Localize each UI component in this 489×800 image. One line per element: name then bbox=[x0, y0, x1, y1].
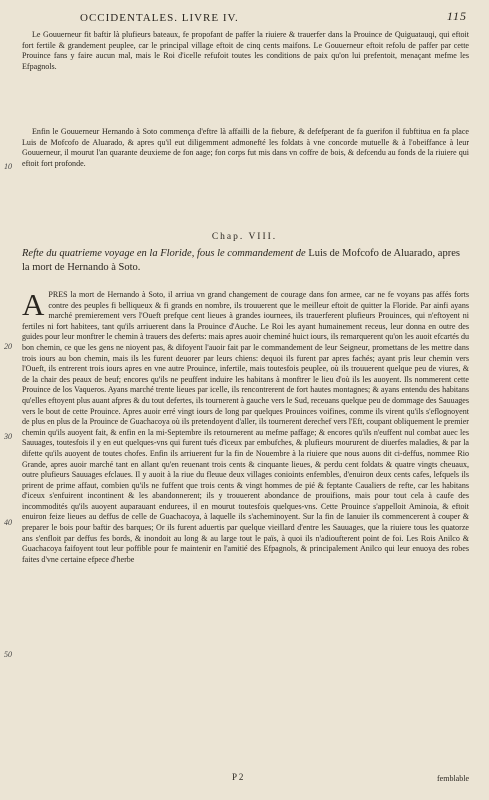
chapter-title-roman: Luis de Mofcofo de Aluarado, apres la mort de Hernando à Soto. bbox=[22, 248, 460, 273]
chapter-heading: Chap. VIII. bbox=[211, 232, 278, 242]
margin-line-number: 30 bbox=[4, 432, 12, 441]
drop-cap-letter: A bbox=[22, 287, 45, 322]
chapter-title-italic: Refte du quatrieme voyage en la Floride, fous le commandement de bbox=[22, 248, 306, 259]
margin-line-number: 40 bbox=[4, 518, 12, 527]
margin-line-number: 50 bbox=[4, 650, 12, 659]
running-header bbox=[80, 9, 467, 30]
page-footer bbox=[22, 772, 469, 786]
page-number: 115 bbox=[446, 9, 467, 23]
catchword: femblable bbox=[437, 774, 469, 783]
chapter-body bbox=[22, 287, 469, 565]
signature-mark: P 2 bbox=[232, 772, 244, 782]
margin-line-number: 10 bbox=[4, 162, 12, 171]
chapter-title bbox=[22, 247, 469, 275]
paragraph-death-of-soto: Enfin le Gouuerneur Hernando à Soto commença d'eftre là affailli de la fiebure, & defefperant de fa guerifon il fubftitua en fa place Luis de Mofcofo de Aluarado, & apres qu'il eut diligemment admonefté les foldats à vne concorde mutuelle & à l'obeiffance à leur Gouuerneur, il mourut l'an quarante deuxieme de fon aage; fon corps fut mis dans vn coffre de bois, & defcendu au fonds de la riuiere qui eftoit fort profonde. bbox=[22, 127, 469, 168]
running-title: OCCIDENTALES. LIVRE IV. bbox=[80, 12, 239, 24]
margin-line-number: 20 bbox=[4, 342, 12, 351]
chapter-body-text: PRES la mort de Hernando à Soto, il arriua vn grand changement de courage dans fon armee, car ne fe voyans pas affés forts contre des peuples fi belliqueux & fi grands en nombre, ils trouuerent que le meilleur eftoit de quitter la Floride. Par ainfi ayans marché premierement vers l'Oueft prefque cent lieues à grandes iournees, ils trauerferent plufieurs Prouinces, qui n'eftoyent ni fertiles ni fort habitees, tant qu'ils arriuerent dans la Prouince d'Auche. Le Roi les ayant humainement receus, leur donna en outre des guides pour leur monftrer le chemin à trauers des deferts: mais apres auoir cheminé huict iours, ils remarquerent qu'on les auoit efcartés du bon chemin, ce que les gens ne nioyent pas, & difoyent l'auoir fait par le commandement de leur Seigneur, promettans de les mettre dans trois iours au bon chemin, mais ils les furent deuorer par leurs chiens: dequoi ils furent par apres fachés; ayant pris leur chemin vers l'Oueft, ils entrerent trois iours apres en vne autre Prouince, infertile, mais toutesfois peuplee, où ils trouuerent quelque peu de viures, & de la chair des peaux de beuf; encores qu'ils ne peuffent induire les habitans à monftrer le lieu d'où ils les auoyent. Ils nommerent cette Prouince de los Vaqueros. Ayans marché trente lieues par icelle, ils rencontrerent de fort hautes montagnes; & ayans entendu des habitans qu'elles eftoyent plus auant afpres & du tout defertes, ils tournerent à gauche vers le Sud, receuans quelque peu de dommage des Sauuages vers le bout de cette Prouince. Apres auoir erré vingt iours de long par quelques Prouinces voifines, comme ils virent qu'ils s'eflognoyent de plus en plus de la Prouince de Guachacoya où ils pretendoyent d'aller, ils tournerent derechef vers l'Eft, coupant obliquement le premier chemin qu'ils auoyent fait, & enfin en la mi-Septembre ils retournerent au mefme paffage; & encores qu'ils n'euffent nul combat auec les Sauuages, toutesfois il y en eut quelques-vns qui furent tués d'iceux par embufches, & plufieurs moururent de diuerfes maladies, & par la difette qu'ils auoyent de toutes chofes. Enfin ils arriuerent fur la fin de Nouembre à la riuiere que nous auons dit ci-deffus, nommee Rio Grande, apres auoir marché tant en allant qu'en reuenant trois cents & cinquante lieues, & perdu cent foldats & quatre vingts cheuaux, outre plufieurs Sauuages efclaues. Il y auoit à la riue du fleuue deux villages conioints enfembles, d'enuiron deux cents cafes, lefquels ils prirent de prime affaut, combien qu'ils ne fuffent que trois cents & vingt hommes de pié & feptante Caualiers de refte, car les habitans d'iceux s'enfuirent incontinent & les abandonnerent; ils y trouuerent abondance de prouifions, mais pour tout cela à caufe des incommodités qu'ils auoyent auparauant endurees, il en mourut toutesfois quelques-vns. Cette Prouince s'appelloit Aminoia, & eftoit enuiron feize lieues au deffus de celle de Guachacoya, à laquelle ils s'acheminoyent. Sur la fin de Ianuier ils commencerent à couper & preparer le bois pour baftir des barques; Or ils furent aduertis par quelque vieillard d'entre les Sauuages, que la riuiere tous les quatorze ans s'enfloit par deffus fes bords, & inondoit au long & au large tout le païs, à quoi ils n'adioufterent point de foi. Les Rois Anilco & Guachacoya faifoyent tout leur poffible pour fe maintenir en l'amitié des Efpagnols, & principalement Anilco qui leur enuoya des robes faites d'vne certaine efpece d'herbe bbox=[22, 290, 469, 564]
paragraph-boats: Le Gouuerneur fit baftir là plufieurs bateaux, fe propofant de paffer la riuiere & trauerfer dans la Prouince de Quiguatauqi, qui eftoit fort fertile & grandement peuplee, car le principal village eftoit de cinq cents maifons. Le Gouuerneur eftoit refolu de paffer par cette Prouince fans y faire aucun mal, mais le Roi d'icelle refufoit toutes les conditions de paix qu'on lui prefentoit, menaçant mefme les Efpagnols. bbox=[22, 30, 469, 71]
